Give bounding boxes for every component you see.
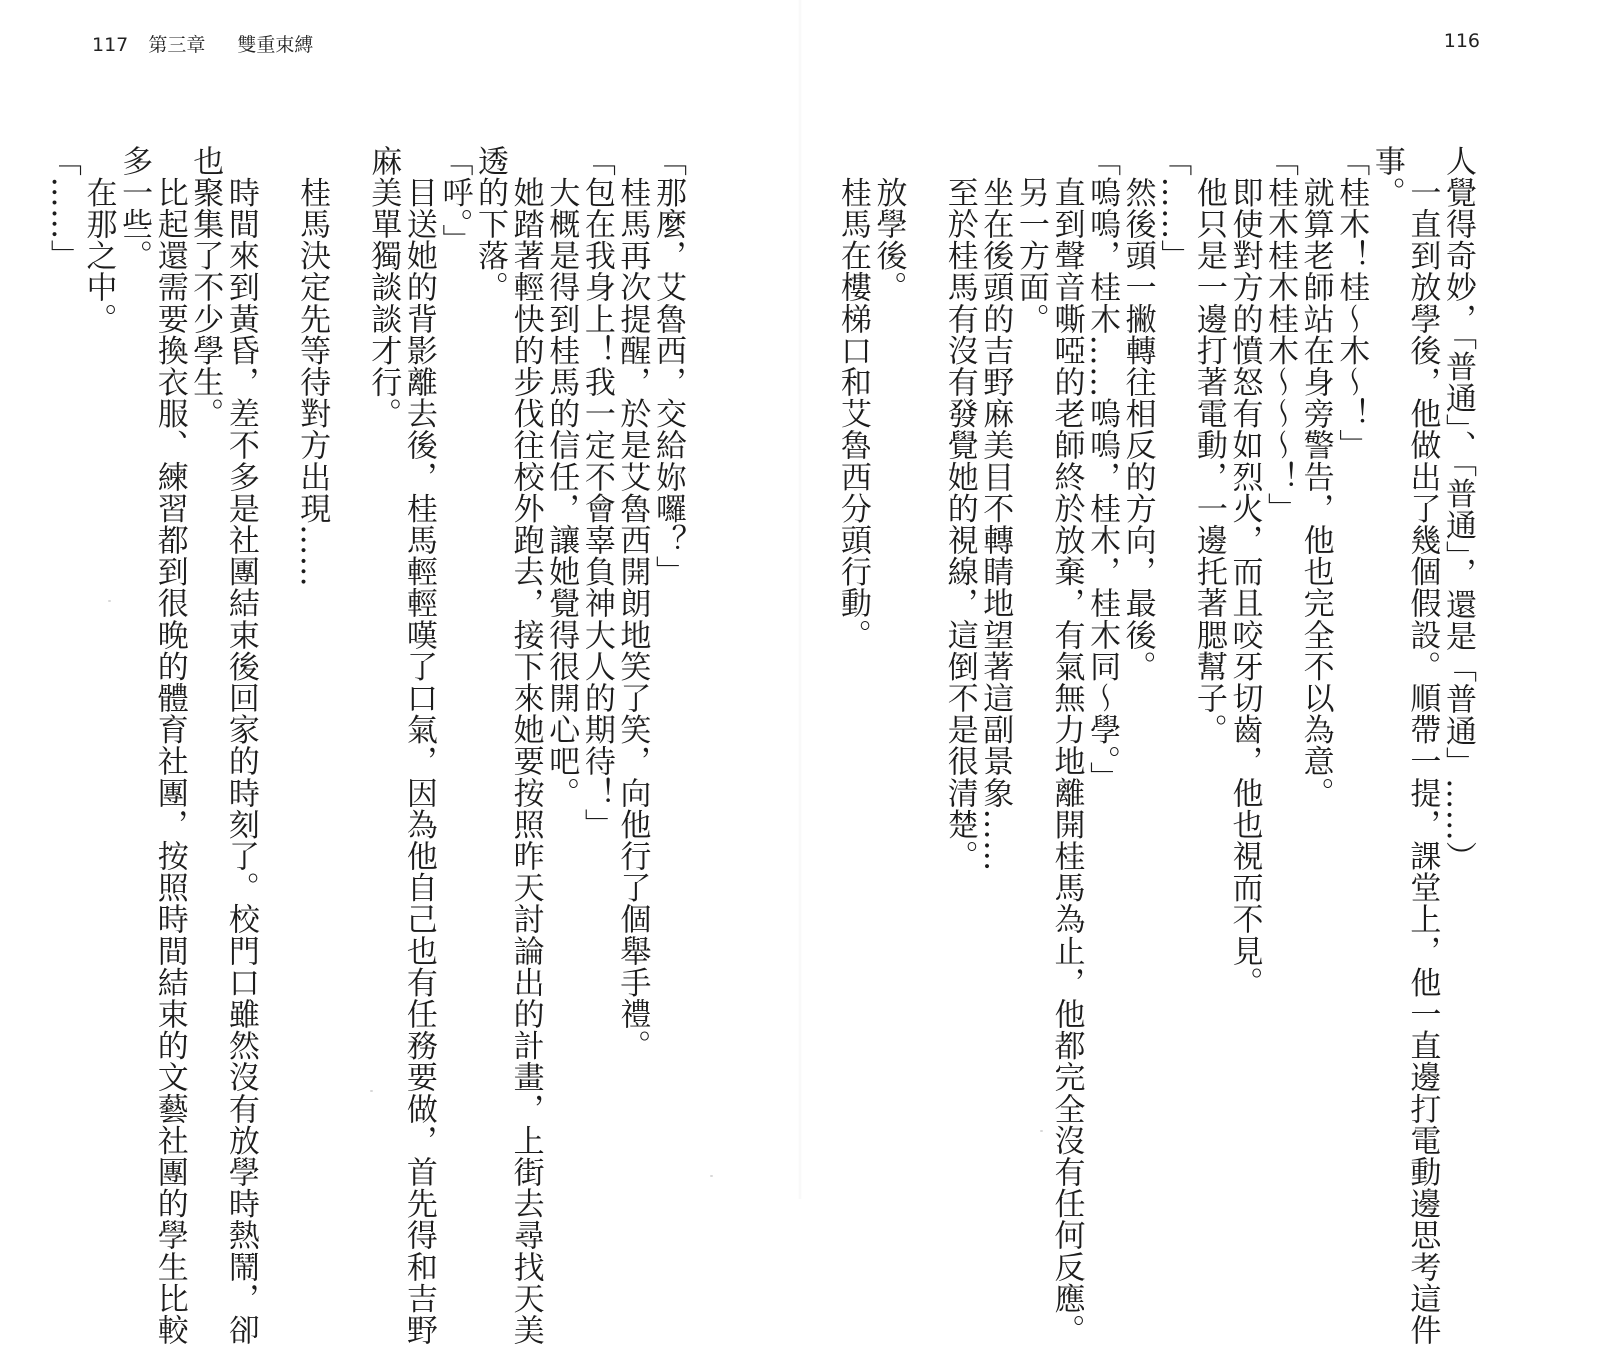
text-line: 麻美單獨談談才行。: [365, 145, 402, 430]
text-line: 「包在我身上！我一定不會辜負神大人的期待！」: [578, 145, 615, 841]
text-line: 在那之中。: [80, 145, 117, 335]
text-line: 桂馬在樓梯口和艾魯西分頭行動。: [834, 145, 871, 651]
left-page-number: 117: [92, 34, 129, 56]
text-line: 事。: [1368, 145, 1405, 209]
text-line: 「……」: [44, 145, 81, 272]
text-line: 目送她的背影離去後，桂馬輕輕嘆了口氣，因為他自己也有任務要做，首先得和吉野: [400, 145, 437, 1346]
text-line: 多一些。: [116, 145, 153, 272]
paper-speck: [108, 600, 111, 602]
text-line: 「桂木桂木桂木～～～！」: [1262, 145, 1299, 525]
text-line: 「……」: [1155, 145, 1192, 272]
text-line: 他只是一邊打著電動，一邊托著腮幫子。: [1190, 145, 1227, 746]
left-page-text: [44, 145, 686, 1346]
text-line: 人覺得奇妙，「普通」、「普通」，還是「普通」……）: [1440, 145, 1476, 873]
chapter-label: 第三章: [148, 34, 206, 56]
text-line: 也聚集了不少學生。: [187, 145, 224, 430]
text-line: 「呼。」: [436, 145, 473, 256]
text-line: 然後頭一撇轉往相反的方向，最後。: [1119, 145, 1156, 683]
text-line: 桂馬決定先等待對方出現……: [294, 145, 331, 588]
paragraph-gap: [258, 145, 294, 1135]
right-page-text: [834, 145, 1476, 1346]
text-line: 時間來到黃昏，差不多是社團結束後回家的時刻了。校門口雖然沒有放學時熱鬧，卻: [222, 145, 259, 1346]
paragraph-gap: [906, 145, 942, 1135]
text-line: 放學後。: [870, 145, 907, 303]
text-line: 「桂木！桂～木～！」: [1333, 145, 1370, 461]
text-line: 一直到放學後，他做出了幾個假設。順帶一提，課堂上，他一直邊打電動邊思考這件: [1404, 145, 1441, 1346]
text-line: 桂馬再次提醒，於是艾魯西開朗地笑了笑，向他行了個舉手禮。: [614, 145, 651, 1062]
text-line: 即使對方的憤怒有如烈火，而且咬牙切齒，他也視而不見。: [1226, 145, 1263, 999]
paragraph-gap: [329, 145, 365, 1135]
text-line: 至於桂馬有沒有發覺她的視線，這倒不是很清楚。: [941, 145, 978, 872]
text-line: 大概是得到桂馬的信任，讓她覺得很開心吧。: [543, 145, 580, 809]
text-line: 「嗚嗚，桂木……嗚嗚，桂木，桂木同～學。」: [1084, 145, 1121, 794]
text-line: 「那麼，艾魯西，交給妳囉？」: [650, 145, 686, 588]
text-line: 就算老師站在身旁警告，他也完全不以為意。: [1297, 145, 1334, 809]
text-line: 另一方面。: [1012, 145, 1049, 335]
paper-speck: [710, 1175, 713, 1177]
text-line: 比起還需要換衣服、練習都到很晚的體育社團，按照時間結束的文藝社團的學生比較: [151, 145, 188, 1346]
chapter-title: 雙重束縛: [237, 34, 314, 56]
text-line: 直到聲音嘶啞的老師終於放棄，有氣無力地離開桂馬為止，他都完全沒有任何反應。: [1048, 145, 1085, 1346]
right-page: [800, 0, 1600, 1346]
paper-speck: [370, 1090, 373, 1092]
paper-speck: [1040, 1130, 1043, 1132]
right-page-number: 116: [1443, 30, 1480, 52]
text-line: 透的下落。: [472, 145, 509, 303]
text-line: 坐在後頭的吉野麻美目不轉睛地望著這副景象……: [977, 145, 1014, 872]
text-line: 她踏著輕快的步伐往校外跑去，接下來她要按照昨天討論出的計畫，上街去尋找天美: [507, 145, 544, 1346]
